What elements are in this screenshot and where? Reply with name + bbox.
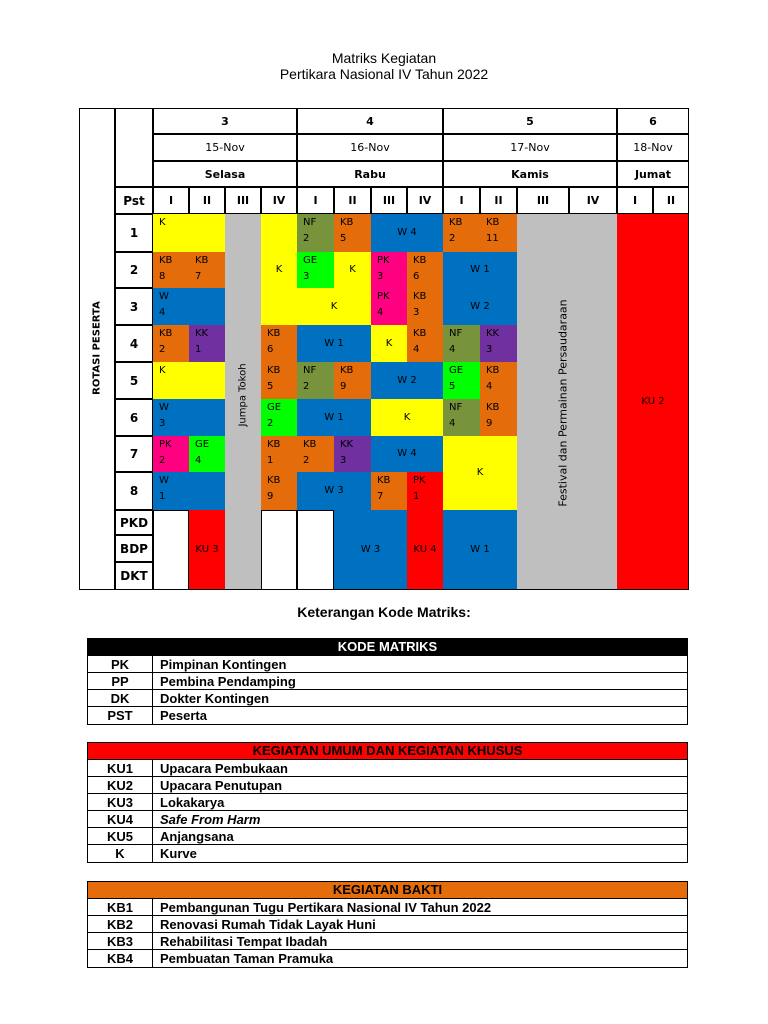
- row-label: BDP: [115, 535, 153, 562]
- activity-block: KB 9: [334, 362, 371, 399]
- activity-block: [261, 510, 297, 590]
- activity-block: K: [371, 325, 407, 362]
- legend-kegiatan-bakti: [87, 881, 688, 968]
- session-label: I: [443, 187, 480, 214]
- day-date: 18-Nov: [617, 134, 689, 161]
- session-label: IV: [261, 187, 297, 214]
- activity-block: W 4: [371, 436, 443, 472]
- legend-row: [88, 794, 687, 811]
- legend-row: [88, 950, 687, 967]
- activity-block: KB 6: [261, 325, 297, 362]
- legend-row: [88, 916, 687, 933]
- row-label: PKD: [115, 510, 153, 535]
- legend-body: [88, 760, 687, 862]
- legend-row: [88, 760, 687, 777]
- page-title: Matriks Kegiatan: [331, 50, 437, 66]
- day-name: Kamis: [443, 161, 617, 187]
- activity-block: KB 11: [480, 214, 517, 252]
- legend-code: KU3: [88, 794, 153, 810]
- day-date: 17-Nov: [443, 134, 617, 161]
- legend-header: KEGIATAN UMUM DAN KEGIATAN KHUSUS: [88, 743, 687, 760]
- legend-description: Pembangunan Tugu Pertikara Nasional IV Tahun 2022: [160, 900, 492, 915]
- legend-kode-matriks: [87, 638, 688, 725]
- legend-description: Kurve: [160, 846, 197, 861]
- legend-description: Peserta: [160, 708, 207, 723]
- activity-block: W 1: [443, 252, 517, 288]
- legend-body: [88, 899, 687, 967]
- pst-label: Pst: [115, 187, 153, 214]
- activity-block: KB 6: [407, 252, 443, 288]
- activity-block: KB 4: [407, 325, 443, 362]
- activity-block: NF 2: [297, 362, 334, 399]
- activity-block: W 1: [297, 399, 371, 436]
- activity-block: K: [153, 362, 225, 399]
- legend-code: PP: [88, 673, 153, 689]
- activity-block: KB 3: [407, 288, 443, 325]
- legend-body: [88, 656, 687, 724]
- legend-code: DK: [88, 690, 153, 706]
- day-name: Rabu: [297, 161, 443, 187]
- activity-block: KB 4: [480, 362, 517, 399]
- day-number: 3: [153, 108, 297, 134]
- legend-row: [88, 656, 687, 673]
- legend-code: KB3: [88, 933, 153, 949]
- session-label: II: [189, 187, 225, 214]
- legend-row: [88, 933, 687, 950]
- page-subtitle: Pertikara Nasional IV Tahun 2022: [279, 66, 489, 82]
- activity-block: KB 9: [261, 472, 297, 510]
- activity-block: W 1: [297, 325, 371, 362]
- legend-description: Anjangsana: [160, 829, 234, 844]
- activity-block: W 4: [153, 288, 225, 325]
- legend-row: [88, 899, 687, 916]
- row-label: 4: [115, 325, 153, 362]
- legend-code: KB4: [88, 950, 153, 967]
- day-number: 6: [617, 108, 689, 134]
- activity-block: GE 2: [261, 399, 297, 436]
- session-label: II: [480, 187, 517, 214]
- legend-description: Rehabilitasi Tempat Ibadah: [160, 934, 328, 949]
- activity-block: KB 5: [261, 362, 297, 399]
- session-label: I: [297, 187, 334, 214]
- legend-code: KU4: [88, 811, 153, 827]
- activity-block: KB 2: [153, 325, 189, 362]
- activity-block: K: [261, 214, 297, 325]
- activity-block: KB 7: [371, 472, 407, 510]
- session-label: I: [153, 187, 189, 214]
- legend-row: [88, 845, 687, 862]
- legend-code: PST: [88, 707, 153, 724]
- row-label: 1: [115, 214, 153, 252]
- day-date: 16-Nov: [297, 134, 443, 161]
- legend-row: [88, 673, 687, 690]
- activity-block: KB 8: [153, 252, 189, 288]
- session-label: IV: [569, 187, 617, 214]
- legend-description: Upacara Pembukaan: [160, 761, 288, 776]
- activity-block: W 1: [153, 472, 225, 510]
- activity-block: KU 2: [617, 214, 689, 590]
- session-label: III: [371, 187, 407, 214]
- activity-block: PK 4: [371, 288, 407, 325]
- legend-description: Upacara Penutupan: [160, 778, 283, 793]
- row-label: DKT: [115, 562, 153, 590]
- legend-description: Safe From Harm: [160, 812, 261, 827]
- corner-cell: [115, 108, 153, 187]
- activity-block: K: [371, 399, 443, 436]
- row-label: 5: [115, 362, 153, 399]
- session-label: III: [225, 187, 261, 214]
- legend-row: [88, 828, 687, 845]
- row-label: 7: [115, 436, 153, 472]
- legend-description: Dokter Kontingen: [160, 691, 270, 706]
- legend-header: KEGIATAN BAKTI: [88, 882, 687, 899]
- legend-header: KODE MATRIKS: [88, 639, 687, 656]
- activity-block: NF 2: [297, 214, 334, 252]
- side-label: ROTASI PESERTA: [91, 301, 103, 395]
- activity-block: W 2: [443, 288, 517, 325]
- activity-block: KB 9: [480, 399, 517, 436]
- legend-kegiatan-umum: [87, 742, 688, 863]
- jumpa-tokoh-label: Jumpa Tokoh: [237, 363, 249, 427]
- row-label: 6: [115, 399, 153, 436]
- activity-block: W 4: [371, 214, 443, 252]
- activity-block: KU 4: [407, 510, 443, 590]
- session-label: III: [517, 187, 569, 214]
- legend-description: Pimpinan Kontingen: [160, 657, 287, 672]
- activity-block: KK 3: [480, 325, 517, 362]
- session-label: II: [334, 187, 371, 214]
- activity-block: W 3: [297, 472, 371, 510]
- activity-block: K: [153, 214, 225, 252]
- activity-block: KK 1: [189, 325, 225, 362]
- activity-block: KU 3: [189, 510, 225, 590]
- activity-block: K: [334, 252, 371, 288]
- legend-code: KU2: [88, 777, 153, 793]
- legend-description: Pembuatan Taman Pramuka: [160, 951, 334, 966]
- activity-block: GE 4: [189, 436, 225, 472]
- activity-block: KK 3: [334, 436, 371, 472]
- legend-description: Renovasi Rumah Tidak Layak Huni: [160, 917, 376, 932]
- activity-block: [297, 510, 334, 590]
- activity-block: K: [297, 288, 371, 325]
- session-label: I: [617, 187, 653, 214]
- legend-row: [88, 690, 687, 707]
- legend-row: [88, 811, 687, 828]
- legend-code: KU1: [88, 760, 153, 776]
- activity-block: PK 2: [153, 436, 189, 472]
- day-date: 15-Nov: [153, 134, 297, 161]
- activity-block: KB 2: [297, 436, 334, 472]
- activity-block: KB 1: [261, 436, 297, 472]
- row-label: 2: [115, 252, 153, 288]
- activity-block: NF 4: [443, 399, 480, 436]
- day-number: 5: [443, 108, 617, 134]
- legend-code: K: [88, 845, 153, 862]
- legend-code: KB1: [88, 899, 153, 915]
- activity-block: PK 1: [407, 472, 443, 510]
- legend-row: [88, 707, 687, 724]
- legend-code: KB2: [88, 916, 153, 932]
- legend-row: [88, 777, 687, 794]
- day-name: Selasa: [153, 161, 297, 187]
- activity-block: [153, 510, 189, 590]
- activity-block: W 3: [153, 399, 225, 436]
- session-label: IV: [407, 187, 443, 214]
- activity-block: W 2: [371, 362, 443, 399]
- session-label: II: [653, 187, 689, 214]
- day-number: 4: [297, 108, 443, 134]
- legend-code: KU5: [88, 828, 153, 844]
- activity-block: W 3: [334, 510, 407, 590]
- legend-description: Pembina Pendamping: [160, 674, 296, 689]
- legend-code: PK: [88, 656, 153, 672]
- activity-block: GE 5: [443, 362, 480, 399]
- activity-block: K: [443, 436, 517, 510]
- row-label: 8: [115, 472, 153, 510]
- activity-block: NF 4: [443, 325, 480, 362]
- row-label: 3: [115, 288, 153, 325]
- activity-block: KB 5: [334, 214, 371, 252]
- activity-block: W 1: [443, 510, 517, 590]
- activity-block: GE 3: [297, 252, 334, 288]
- legend-description: Lokakarya: [160, 795, 225, 810]
- legend-heading: Keterangan Kode Matriks:: [297, 604, 471, 620]
- activity-block: KB 7: [189, 252, 225, 288]
- activity-block: KB 2: [443, 214, 480, 252]
- festival-label: Festival dan Permainan Persaudaraan: [556, 299, 570, 507]
- activity-block: PK 3: [371, 252, 407, 288]
- day-name: Jumat: [617, 161, 689, 187]
